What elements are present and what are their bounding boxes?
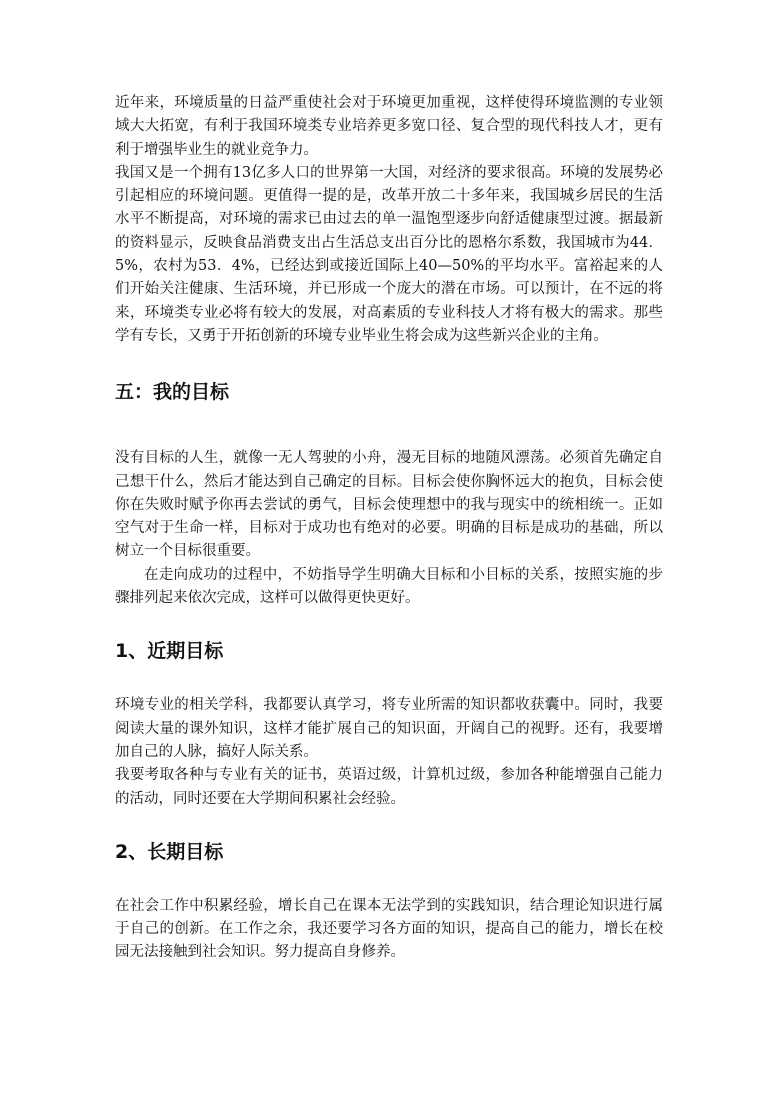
- section-heading-long-term: 2、长期目标: [115, 840, 224, 863]
- spacer: [115, 663, 663, 694]
- spacer: [115, 404, 663, 447]
- short-term-paragraph-2: 我要考取各种与专业有关的证书，英语过级，计算机过级，参加各种能增强自己能力的活动，同时还要在大学期间积累社会经验。: [115, 767, 663, 807]
- intro-paragraph-2: 我国又是一个拥有13亿多人口的世界第一大国，对经济的要求很高。环境的发展势必引起相应的环境问题。更值得一提的是，改革开放二十多年来，我国城乡居民的生活水平不断提高，对环境的需求已由过去的单一温饱型逐步向舒适健康型过渡。据最新的资料显示，反映食品消费支出占生活总支出百分比的恩格尔系数，我国城市为44．5%，农村为53．4%，已经达到或接近国际上40—50%的平均水平。富裕起来的人们开始关注健康、生活环境，并已形成一个庞大的潜在市场。可以预计，在不远的将来，环境类专业必将有较大的发展，对高素质的专业科技人才将有极大的需求。那些学有专长，又勇于开拓创新的环境专业毕业生将会成为这些新兴企业的主角。: [115, 164, 663, 344]
- long-term-paragraph-1: 在社会工作中积累经验，增长自己在课本无法学到的实践知识，结合理论知识进行属于自己的创新。在工作之余，我还要学习各方面的知识，提高自己的能力，增长在校园无法接触到社会知识。努力提高自身修养。: [115, 897, 663, 961]
- goals-paragraph-1: 没有目标的人生，就像一无人驾驶的小舟，漫无目标的地随风漂荡。必须首先确定自己想干什么，然后才能达到自己确定的目标。目标会使你胸怀远大的抱负，目标会使你在失败时赋予你再去尝试的勇气，目标会使理想中的我与现实中的统相统一。正如空气对于生命一样，目标对于成功也有绝对的必要。明确的目标是成功的基础，所以树立一个目标很重要。: [115, 450, 663, 560]
- section-heading-short-term: 1、近期目标: [115, 640, 224, 663]
- section-heading-goals: 五：我的目标: [115, 381, 230, 404]
- spacer: [115, 864, 663, 895]
- spacer: [115, 610, 663, 639]
- intro-paragraph-1: 近年来，环境质量的日益严重使社会对于环境更加重视，这样使得环境监测的专业领域大大拓宽，有利于我国环境类专业培养更多宽口径、复合型的现代科技人才，更有利于增强毕业生的就业竞争力。: [115, 95, 663, 158]
- spacer: [115, 348, 663, 380]
- short-term-paragraph-1: 环境专业的相关学科，我都要认真学习，将专业所需的知识都收获囊中。同时，我要阅读大量的课外知识，这样才能扩展自己的知识面，开阔自己的视野。还有，我要增加自己的人脉，搞好人际关系。: [115, 697, 663, 760]
- goals-paragraph-2: 在走向成功的过程中，不妨指导学生明确大目标和小目标的关系，按照实施的步骤排列起来依次完成，这样可以做得更快更好。: [115, 566, 663, 607]
- document-page: [115, 92, 663, 965]
- spacer: [115, 811, 663, 840]
